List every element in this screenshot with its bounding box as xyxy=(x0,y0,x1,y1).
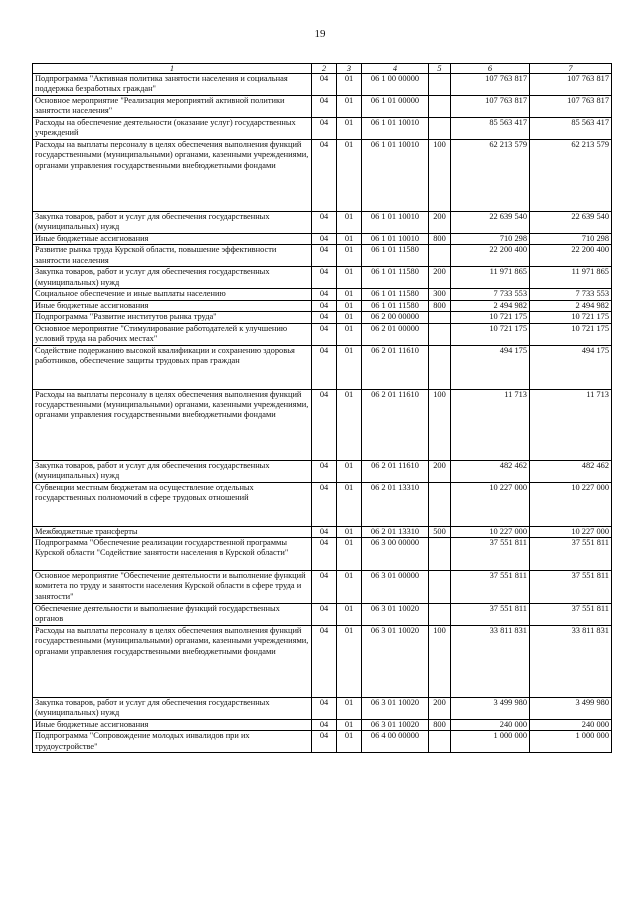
code-3: 01 xyxy=(337,720,362,731)
code-5 xyxy=(429,312,451,323)
amount-7: 107 763 817 xyxy=(530,74,612,96)
amount-6: 3 499 980 xyxy=(451,698,530,720)
row-name: Подпрограмма "Активная политика занятости населения и социальная поддержка безработных граждан" xyxy=(33,74,312,96)
amount-6: 22 200 400 xyxy=(451,245,530,267)
amount-7: 10 721 175 xyxy=(530,312,612,323)
code-2: 04 xyxy=(312,118,337,140)
row-name: Расходы на выплаты персоналу в целях обеспечения выполнения функций государственными (муниципальными) органами, казенными учреждениями, органами управления государственными внебюджетными фондами xyxy=(33,389,312,460)
code-3: 01 xyxy=(337,460,362,482)
table-row xyxy=(33,267,612,289)
amount-6: 37 551 811 xyxy=(451,538,530,571)
amount-7: 7 733 553 xyxy=(530,289,612,300)
amount-7: 10 227 000 xyxy=(530,482,612,526)
code-2: 04 xyxy=(312,245,337,267)
amount-6: 7 733 553 xyxy=(451,289,530,300)
code-3: 01 xyxy=(337,389,362,460)
code-4: 06 1 01 10010 xyxy=(362,118,429,140)
row-name: Основное мероприятие "Обеспечение деятельности и выполнение функций комитета по труду и занятости населения Курской области в сфере труда и занятости" xyxy=(33,571,312,604)
code-3: 01 xyxy=(337,96,362,118)
row-name: Обеспечение деятельности и выполнение функций государственных органов xyxy=(33,604,312,626)
table-row xyxy=(33,626,612,698)
page-number: 19 xyxy=(314,28,326,40)
table-row xyxy=(33,118,612,140)
code-4: 06 1 01 10010 xyxy=(362,212,429,234)
column-header: 4 xyxy=(362,64,429,74)
code-2: 04 xyxy=(312,482,337,526)
code-4: 06 1 01 11580 xyxy=(362,245,429,267)
code-5: 800 xyxy=(429,300,451,311)
amount-6: 33 811 831 xyxy=(451,626,530,698)
amount-6: 37 551 811 xyxy=(451,571,530,604)
code-3: 01 xyxy=(337,312,362,323)
table-row xyxy=(33,526,612,537)
table-row xyxy=(33,604,612,626)
amount-7: 710 298 xyxy=(530,234,612,245)
code-4: 06 1 01 11580 xyxy=(362,300,429,311)
code-5 xyxy=(429,538,451,571)
code-5 xyxy=(429,118,451,140)
code-2: 04 xyxy=(312,526,337,537)
code-5: 200 xyxy=(429,267,451,289)
column-header: 1 xyxy=(33,64,312,74)
code-2: 04 xyxy=(312,731,337,753)
amount-7: 494 175 xyxy=(530,345,612,389)
code-2: 04 xyxy=(312,212,337,234)
code-3: 01 xyxy=(337,267,362,289)
row-name: Расходы на выплаты персоналу в целях обеспечения выполнения функций государственными (муниципальными) органами, казенными учреждениями, органами управления государственными внебюджетными фондами xyxy=(33,626,312,698)
code-2: 04 xyxy=(312,538,337,571)
code-4: 06 3 01 10020 xyxy=(362,720,429,731)
code-2: 04 xyxy=(312,74,337,96)
table-row xyxy=(33,345,612,389)
row-name: Содействие подержанию высокой квалификации и сохранению здоровья работников, обеспечение защиты трудовых прав граждан xyxy=(33,345,312,389)
code-2: 04 xyxy=(312,720,337,731)
amount-6: 85 563 417 xyxy=(451,118,530,140)
row-name: Закупка товаров, работ и услуг для обеспечения государственных (муниципальных) нужд xyxy=(33,212,312,234)
code-2: 04 xyxy=(312,312,337,323)
table-row xyxy=(33,482,612,526)
amount-6: 2 494 982 xyxy=(451,300,530,311)
row-name: Субвенции местным бюджетам на осуществление отдельных государственных полномочий в сфере трудовых отношений xyxy=(33,482,312,526)
code-2: 04 xyxy=(312,698,337,720)
column-header: 7 xyxy=(530,64,612,74)
amount-6: 11 713 xyxy=(451,389,530,460)
amount-7: 37 551 811 xyxy=(530,538,612,571)
table-row xyxy=(33,698,612,720)
row-name: Иные бюджетные ассигнования xyxy=(33,720,312,731)
code-4: 06 2 01 13310 xyxy=(362,526,429,537)
amount-7: 2 494 982 xyxy=(530,300,612,311)
table-row xyxy=(33,234,612,245)
code-5: 100 xyxy=(429,626,451,698)
code-3: 01 xyxy=(337,74,362,96)
code-3: 01 xyxy=(337,234,362,245)
row-name: Межбюджетные трансферты xyxy=(33,526,312,537)
table-row xyxy=(33,74,612,96)
amount-7: 482 462 xyxy=(530,460,612,482)
code-3: 01 xyxy=(337,731,362,753)
code-3: 01 xyxy=(337,626,362,698)
amount-6: 10 227 000 xyxy=(451,482,530,526)
code-5: 300 xyxy=(429,289,451,300)
amount-7: 11 971 865 xyxy=(530,267,612,289)
amount-6: 10 721 175 xyxy=(451,323,530,345)
amount-7: 22 200 400 xyxy=(530,245,612,267)
row-name: Закупка товаров, работ и услуг для обеспечения государственных (муниципальных) нужд xyxy=(33,698,312,720)
code-5: 200 xyxy=(429,212,451,234)
amount-6: 1 000 000 xyxy=(451,731,530,753)
column-header: 6 xyxy=(451,64,530,74)
code-5: 100 xyxy=(429,140,451,212)
row-name: Расходы на обеспечение деятельности (оказание услуг) государственных учреждений xyxy=(33,118,312,140)
row-name: Подпрограмма "Развитие институтов рынка труда" xyxy=(33,312,312,323)
code-4: 06 2 01 11610 xyxy=(362,389,429,460)
code-3: 01 xyxy=(337,289,362,300)
row-name: Основное мероприятие "Стимулирование работодателей к улучшению условий труда на рабочих местах" xyxy=(33,323,312,345)
code-4: 06 3 01 00000 xyxy=(362,571,429,604)
code-5: 800 xyxy=(429,234,451,245)
code-4: 06 4 00 00000 xyxy=(362,731,429,753)
code-4: 06 1 01 11580 xyxy=(362,289,429,300)
column-header: 3 xyxy=(337,64,362,74)
amount-7: 11 713 xyxy=(530,389,612,460)
code-4: 06 1 01 10010 xyxy=(362,140,429,212)
code-5: 800 xyxy=(429,720,451,731)
amount-6: 107 763 817 xyxy=(451,96,530,118)
row-name: Расходы на выплаты персоналу в целях обеспечения выполнения функций государственными (муниципальными) органами, казенными учреждениями, органами управления государственными внебюджетными фондами xyxy=(33,140,312,212)
code-3: 01 xyxy=(337,245,362,267)
amount-7: 240 000 xyxy=(530,720,612,731)
code-4: 06 3 01 10020 xyxy=(362,604,429,626)
amount-6: 22 639 540 xyxy=(451,212,530,234)
amount-6: 10 721 175 xyxy=(451,312,530,323)
table-row xyxy=(33,389,612,460)
code-3: 01 xyxy=(337,571,362,604)
table-row xyxy=(33,323,612,345)
row-name: Закупка товаров, работ и услуг для обеспечения государственных (муниципальных) нужд xyxy=(33,460,312,482)
table-row xyxy=(33,212,612,234)
amount-7: 62 213 579 xyxy=(530,140,612,212)
code-4: 06 3 00 00000 xyxy=(362,538,429,571)
code-4: 06 2 01 00000 xyxy=(362,323,429,345)
code-5: 200 xyxy=(429,460,451,482)
code-2: 04 xyxy=(312,300,337,311)
code-4: 06 2 00 00000 xyxy=(362,312,429,323)
code-4: 06 1 01 10010 xyxy=(362,234,429,245)
table-header-row xyxy=(33,64,612,74)
table-row xyxy=(33,300,612,311)
code-5 xyxy=(429,96,451,118)
code-3: 01 xyxy=(337,526,362,537)
code-3: 01 xyxy=(337,698,362,720)
column-header: 2 xyxy=(312,64,337,74)
code-5 xyxy=(429,731,451,753)
table-row xyxy=(33,289,612,300)
code-5 xyxy=(429,74,451,96)
table-row xyxy=(33,96,612,118)
code-4: 06 3 01 10020 xyxy=(362,626,429,698)
code-2: 04 xyxy=(312,389,337,460)
code-2: 04 xyxy=(312,96,337,118)
column-header: 5 xyxy=(429,64,451,74)
amount-6: 37 551 811 xyxy=(451,604,530,626)
code-4: 06 2 01 13310 xyxy=(362,482,429,526)
amount-7: 37 551 811 xyxy=(530,571,612,604)
amount-7: 33 811 831 xyxy=(530,626,612,698)
amount-6: 10 227 000 xyxy=(451,526,530,537)
code-5 xyxy=(429,482,451,526)
code-3: 01 xyxy=(337,140,362,212)
amount-6: 494 175 xyxy=(451,345,530,389)
code-4: 06 1 00 00000 xyxy=(362,74,429,96)
table-row xyxy=(33,731,612,753)
row-name: Подпрограмма "Обеспечение реализации государственной программы Курской области "Содействие занятости населения в Курской области" xyxy=(33,538,312,571)
amount-6: 710 298 xyxy=(451,234,530,245)
table-row xyxy=(33,460,612,482)
row-name: Социальное обеспечение и иные выплаты населению xyxy=(33,289,312,300)
code-2: 04 xyxy=(312,626,337,698)
code-2: 04 xyxy=(312,289,337,300)
code-2: 04 xyxy=(312,345,337,389)
amount-6: 482 462 xyxy=(451,460,530,482)
row-name: Подпрограмма "Сопровождение молодых инвалидов при их трудоустройстве" xyxy=(33,731,312,753)
amount-6: 240 000 xyxy=(451,720,530,731)
amount-7: 1 000 000 xyxy=(530,731,612,753)
amount-7: 3 499 980 xyxy=(530,698,612,720)
code-5 xyxy=(429,345,451,389)
row-name: Развитие рынка труда Курской области, повышение эффективности занятости населения xyxy=(33,245,312,267)
amount-7: 107 763 817 xyxy=(530,96,612,118)
amount-7: 10 721 175 xyxy=(530,323,612,345)
code-3: 01 xyxy=(337,118,362,140)
code-2: 04 xyxy=(312,140,337,212)
code-2: 04 xyxy=(312,604,337,626)
amount-7: 85 563 417 xyxy=(530,118,612,140)
table-row xyxy=(33,720,612,731)
code-5: 200 xyxy=(429,698,451,720)
budget-table xyxy=(32,63,612,753)
code-4: 06 2 01 11610 xyxy=(362,345,429,389)
row-name: Иные бюджетные ассигнования xyxy=(33,234,312,245)
code-4: 06 3 01 10020 xyxy=(362,698,429,720)
code-4: 06 2 01 11610 xyxy=(362,460,429,482)
row-name: Иные бюджетные ассигнования xyxy=(33,300,312,311)
code-5 xyxy=(429,323,451,345)
code-2: 04 xyxy=(312,571,337,604)
amount-6: 11 971 865 xyxy=(451,267,530,289)
code-3: 01 xyxy=(337,300,362,311)
code-2: 04 xyxy=(312,460,337,482)
code-4: 06 1 01 11580 xyxy=(362,267,429,289)
code-5 xyxy=(429,604,451,626)
code-3: 01 xyxy=(337,538,362,571)
code-2: 04 xyxy=(312,267,337,289)
table-row xyxy=(33,140,612,212)
table-row xyxy=(33,571,612,604)
code-2: 04 xyxy=(312,234,337,245)
row-name: Основное мероприятие "Реализация мероприятий активной политики занятости населения" xyxy=(33,96,312,118)
code-4: 06 1 01 00000 xyxy=(362,96,429,118)
amount-7: 37 551 811 xyxy=(530,604,612,626)
code-3: 01 xyxy=(337,482,362,526)
row-name: Закупка товаров, работ и услуг для обеспечения государственных (муниципальных) нужд xyxy=(33,267,312,289)
table-row xyxy=(33,245,612,267)
code-3: 01 xyxy=(337,323,362,345)
code-3: 01 xyxy=(337,212,362,234)
code-3: 01 xyxy=(337,604,362,626)
amount-6: 107 763 817 xyxy=(451,74,530,96)
amount-6: 62 213 579 xyxy=(451,140,530,212)
code-5 xyxy=(429,571,451,604)
code-3: 01 xyxy=(337,345,362,389)
amount-7: 22 639 540 xyxy=(530,212,612,234)
table-row xyxy=(33,538,612,571)
table-row xyxy=(33,312,612,323)
code-5 xyxy=(429,245,451,267)
code-2: 04 xyxy=(312,323,337,345)
code-5: 500 xyxy=(429,526,451,537)
code-5: 100 xyxy=(429,389,451,460)
amount-7: 10 227 000 xyxy=(530,526,612,537)
